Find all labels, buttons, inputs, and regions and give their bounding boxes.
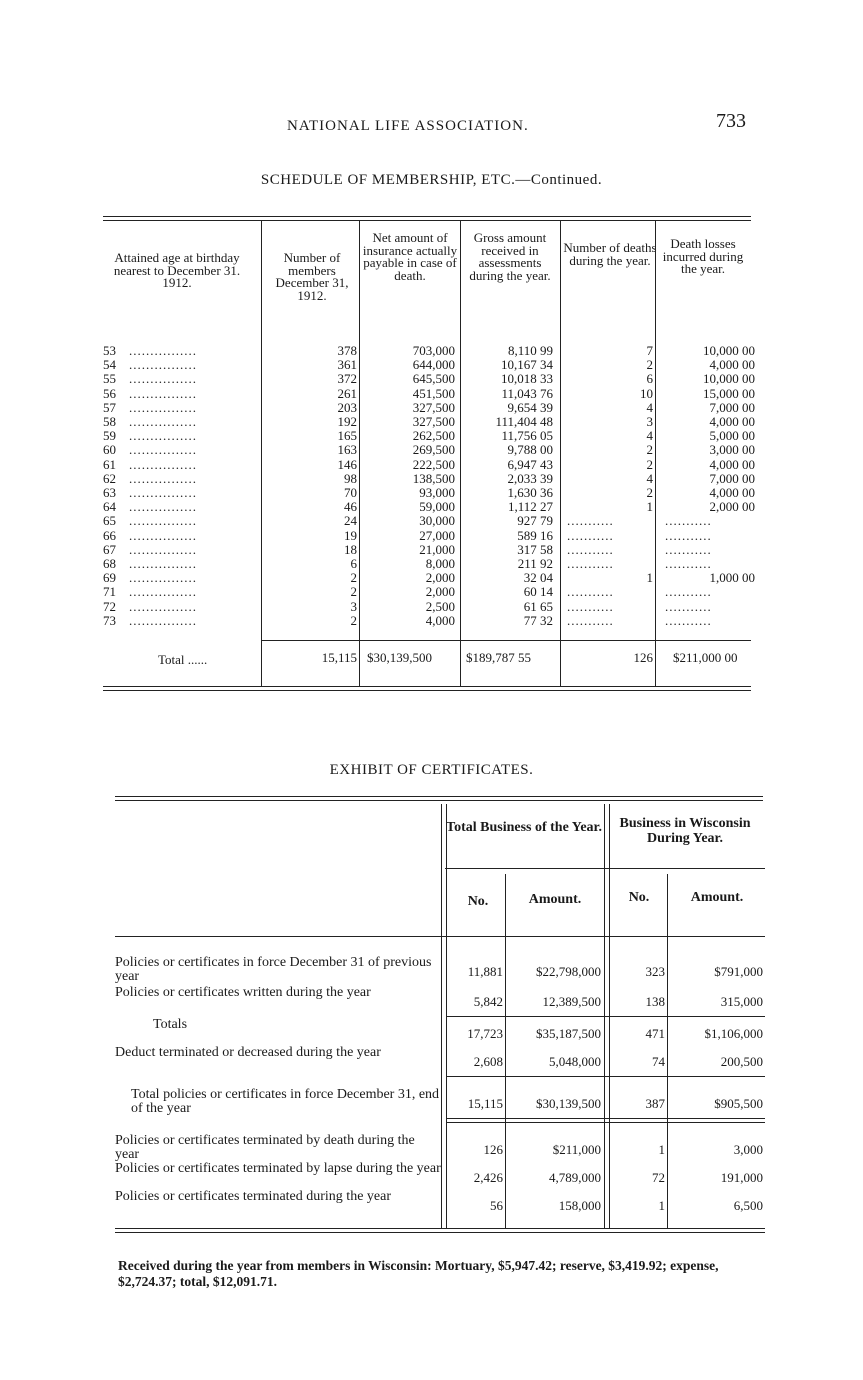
exhibit-subtotal-rule xyxy=(446,1016,765,1017)
leader-dots: ................ xyxy=(129,499,197,515)
exhibit-row-label: Totals xyxy=(153,1017,188,1032)
row-deaths: 7 xyxy=(646,343,653,358)
row-net-insurance: 2,500 xyxy=(425,598,455,614)
row-net-insurance: 4,000 xyxy=(425,612,455,628)
row-gross-received: 11,043 76 xyxy=(501,385,553,401)
row-gross-received: 1,630 36 xyxy=(507,485,553,500)
row-gross-received: 10,018 33 xyxy=(501,371,553,387)
row-members: 261 xyxy=(337,385,357,401)
row-losses: 1,000 00 xyxy=(709,570,755,586)
exhibit-row-amount: $211,000 xyxy=(552,1142,601,1157)
leader-dots: ................ xyxy=(129,343,197,358)
row-net-insurance: 644,000 xyxy=(412,357,455,373)
row-net-insurance: 138,500 xyxy=(412,470,455,486)
total-rule xyxy=(261,640,751,641)
col-header-gross-received: Gross amount received in assessments during the year. xyxy=(469,230,551,283)
empty-dots: ........... xyxy=(665,513,712,529)
row-net-insurance: 30,000 xyxy=(419,513,455,529)
row-age: 71 xyxy=(103,584,116,600)
row-net-insurance: 2,000 xyxy=(425,570,455,586)
exhibit-row-wno: 74 xyxy=(652,1054,665,1069)
row-net-insurance: 645,500 xyxy=(412,371,455,387)
row-gross-received: 1,112 27 xyxy=(507,499,553,515)
exhibit-row-amount: $35,187,500 xyxy=(536,1026,601,1041)
exhibit-row-amount: 12,389,500 xyxy=(542,994,601,1009)
empty-dots: ........... xyxy=(567,584,614,600)
exhibit-row-no: 2,426 xyxy=(473,1170,503,1185)
row-gross-received: 927 79 xyxy=(517,513,553,529)
exhibit-top-rule-2 xyxy=(115,800,763,801)
row-members: 2 xyxy=(350,570,357,586)
empty-dots: ........... xyxy=(567,513,614,529)
row-members: 24 xyxy=(344,513,357,529)
exhibit-top-rule xyxy=(115,796,763,797)
total-members: 15,115 xyxy=(321,650,357,665)
row-deaths: 4 xyxy=(646,470,653,486)
row-net-insurance: 93,000 xyxy=(419,485,455,500)
exhibit-row-label: Policies or certificates terminated by death during the year xyxy=(115,1133,415,1162)
row-deaths: 2 xyxy=(646,357,653,373)
row-net-insurance: 269,500 xyxy=(412,442,455,458)
leader-dots: ................ xyxy=(129,570,197,586)
leader-dots: ................ xyxy=(129,414,197,429)
row-deaths: 10 xyxy=(640,385,653,401)
row-age: 63 xyxy=(103,485,116,500)
row-gross-received: 8,110 99 xyxy=(507,343,553,358)
leader-dots: ................ xyxy=(129,357,197,373)
row-age: 62 xyxy=(103,470,116,486)
exhibit-row-no: 11,881 xyxy=(467,964,503,979)
row-members: 98 xyxy=(344,470,357,486)
exhibit-row-amount: 5,048,000 xyxy=(549,1054,601,1069)
row-members: 203 xyxy=(337,399,357,415)
exhibit-row-no: 15,115 xyxy=(467,1096,503,1111)
leader-dots: ................ xyxy=(129,584,197,600)
exhibit-row-amount: $30,139,500 xyxy=(536,1096,601,1111)
row-deaths: 3 xyxy=(646,414,653,429)
exhibit-col-wamount: Amount. xyxy=(690,890,744,905)
empty-dots: ........... xyxy=(567,556,614,571)
row-members: 3 xyxy=(350,598,357,614)
table-top-rule-2 xyxy=(103,220,751,221)
col-header-losses: Death losses incurred during the year. xyxy=(662,236,744,276)
exhibit-col-no: No. xyxy=(467,894,489,909)
row-gross-received: 111,404 48 xyxy=(495,414,553,429)
row-losses: 5,000 00 xyxy=(709,428,755,444)
exhibit-row-wno: 387 xyxy=(645,1096,665,1111)
row-losses: 7,000 00 xyxy=(709,470,755,486)
row-net-insurance: 703,000 xyxy=(412,343,455,358)
exhibit-divider-1 xyxy=(441,804,442,1228)
row-gross-received: 61 65 xyxy=(523,598,553,614)
row-net-insurance: 222,500 xyxy=(412,456,455,472)
exhibit-row-wamount: 3,000 xyxy=(733,1142,763,1157)
leader-dots: ................ xyxy=(129,513,197,529)
row-net-insurance: 2,000 xyxy=(425,584,455,600)
exhibit-row-wamount: $791,000 xyxy=(714,964,763,979)
row-losses: 4,000 00 xyxy=(709,357,755,373)
exhibit-row-label: Policies or certificates in force December 31 of previous year xyxy=(115,955,432,984)
leader-dots: ................ xyxy=(129,527,197,543)
leader-dots: ................ xyxy=(129,385,197,401)
exhibit-divider-4 xyxy=(667,874,668,1228)
row-gross-received: 32 04 xyxy=(523,570,553,586)
row-net-insurance: 262,500 xyxy=(412,428,455,444)
exhibit-row-no: 2,608 xyxy=(473,1054,503,1069)
row-gross-received: 589 16 xyxy=(517,527,553,543)
row-members: 378 xyxy=(337,343,357,358)
footnote: Received during the year from members in Wisconsin: Mortuary, $5,947.42; reserve, $3,419.92; expense, $2,724.37; total, $12,091.71. xyxy=(118,1258,719,1289)
exhibit-row-amount: 4,789,000 xyxy=(549,1170,601,1185)
row-members: 372 xyxy=(337,371,357,387)
row-age: 60 xyxy=(103,442,116,458)
leader-dots: ................ xyxy=(129,456,197,472)
row-losses: 4,000 00 xyxy=(709,414,755,429)
row-losses: 15,000 00 xyxy=(703,385,755,401)
empty-dots: ........... xyxy=(665,598,712,614)
exhibit-title: EXHIBIT OF CERTIFICATES. xyxy=(329,762,534,778)
row-losses: 10,000 00 xyxy=(703,343,755,358)
exhibit-group-wisconsin: Business in Wisconsin During Year. xyxy=(619,816,751,846)
exhibit-force-rule-3 xyxy=(446,1122,765,1123)
row-deaths: 2 xyxy=(646,456,653,472)
leader-dots: ................ xyxy=(129,485,197,500)
row-gross-received: 9,654 39 xyxy=(507,399,553,415)
exhibit-row-label: Policies or certificates terminated by lapse during the year xyxy=(115,1161,441,1176)
exhibit-row-wno: 1 xyxy=(658,1142,665,1157)
row-age: 69 xyxy=(103,570,116,586)
row-age: 59 xyxy=(103,428,116,444)
row-age: 56 xyxy=(103,385,116,401)
table-bottom-rule xyxy=(103,686,751,687)
exhibit-col-amount: Amount. xyxy=(528,892,582,907)
row-losses: 4,000 00 xyxy=(709,485,755,500)
row-members: 361 xyxy=(337,357,357,373)
leader-dots: ................ xyxy=(129,612,197,628)
empty-dots: ........... xyxy=(567,612,614,628)
row-age: 55 xyxy=(103,371,116,387)
col-divider-2 xyxy=(359,220,360,686)
exhibit-divider-2 xyxy=(505,874,506,1228)
row-members: 165 xyxy=(337,428,357,444)
exhibit-row-wamount: 6,500 xyxy=(733,1198,763,1213)
row-deaths: 2 xyxy=(646,442,653,458)
row-members: 19 xyxy=(344,527,357,543)
exhibit-force-rule xyxy=(446,1076,765,1077)
row-gross-received: 6,947 43 xyxy=(507,456,553,472)
exhibit-group-rule xyxy=(445,868,765,869)
page-header xyxy=(0,110,863,140)
row-members: 146 xyxy=(337,456,357,472)
row-net-insurance: 327,500 xyxy=(412,399,455,415)
empty-dots: ........... xyxy=(567,598,614,614)
total-deaths: 126 xyxy=(633,650,653,665)
running-title: NATIONAL LIFE ASSOCIATION. xyxy=(287,118,529,134)
col-header-age: Attained age at birthday nearest to December 31. 1912. xyxy=(113,250,241,290)
exhibit-row-label: Policies or certificates terminated during the year xyxy=(115,1189,392,1204)
row-net-insurance: 8,000 xyxy=(425,556,455,571)
exhibit-row-amount: 158,000 xyxy=(558,1198,601,1213)
exhibit-row-label: Policies or certificates written during the year xyxy=(115,985,371,1000)
row-members: 70 xyxy=(344,485,357,500)
row-age: 65 xyxy=(103,513,116,529)
row-losses: 3,000 00 xyxy=(709,442,755,458)
exhibit-row-wamount: $1,106,000 xyxy=(704,1026,763,1041)
row-age: 61 xyxy=(103,456,116,472)
schedule-title: SCHEDULE OF MEMBERSHIP, ETC.—Continued. xyxy=(260,172,603,188)
row-gross-received: 9,788 00 xyxy=(507,442,553,458)
exhibit-group-total: Total Business of the Year. xyxy=(446,820,602,835)
col-header-net-insurance: Net amount of insurance actually payable in case of death. xyxy=(362,230,458,283)
row-gross-received: 77 32 xyxy=(523,612,553,628)
row-age: 53 xyxy=(103,343,116,358)
row-members: 18 xyxy=(344,541,357,557)
row-losses: 7,000 00 xyxy=(709,399,755,415)
row-age: 68 xyxy=(103,556,116,571)
row-age: 73 xyxy=(103,612,116,628)
row-losses: 2,000 00 xyxy=(709,499,755,515)
row-deaths: 1 xyxy=(646,499,653,515)
exhibit-row-wno: 72 xyxy=(652,1170,665,1185)
row-deaths: 6 xyxy=(646,371,653,387)
row-gross-received: 211 92 xyxy=(517,556,553,571)
row-gross-received: 2,033 39 xyxy=(507,470,553,486)
col-header-members: Number of members December 31, 1912. xyxy=(275,250,349,303)
table-bottom-rule-2 xyxy=(103,690,751,691)
row-gross-received: 60 14 xyxy=(523,584,553,600)
row-members: 2 xyxy=(350,584,357,600)
row-losses: 4,000 00 xyxy=(709,456,755,472)
row-members: 163 xyxy=(337,442,357,458)
empty-dots: ........... xyxy=(567,541,614,557)
row-gross-received: 317 58 xyxy=(517,541,553,557)
leader-dots: ................ xyxy=(129,470,197,486)
row-net-insurance: 27,000 xyxy=(419,527,455,543)
exhibit-row-wno: 471 xyxy=(645,1026,665,1041)
leader-dots: ................ xyxy=(129,598,197,614)
leader-dots: ................ xyxy=(129,371,197,387)
total-losses: $211,000 00 xyxy=(673,650,738,665)
total-net-insurance: $30,139,500 xyxy=(367,650,432,665)
row-net-insurance: 451,500 xyxy=(412,385,455,401)
col-divider-1 xyxy=(261,220,262,686)
row-age: 66 xyxy=(103,527,116,543)
empty-dots: ........... xyxy=(665,612,712,628)
col-header-deaths: Number of deaths during the year. xyxy=(563,240,657,268)
exhibit-row-no: 5,842 xyxy=(473,994,503,1009)
row-members: 192 xyxy=(337,414,357,429)
exhibit-col-wno: No. xyxy=(628,890,650,905)
exhibit-row-wno: 1 xyxy=(658,1198,665,1213)
page-number: 733 xyxy=(716,110,746,132)
empty-dots: ........... xyxy=(665,556,712,571)
empty-dots: ........... xyxy=(665,527,712,543)
row-members: 6 xyxy=(350,556,357,571)
table-top-rule xyxy=(103,216,751,217)
row-age: 67 xyxy=(103,541,116,557)
exhibit-row-no: 126 xyxy=(483,1142,503,1157)
exhibit-row-wamount: $905,500 xyxy=(714,1096,763,1111)
total-gross-received: $189,787 55 xyxy=(466,650,531,665)
exhibit-bottom-rule xyxy=(115,1228,765,1229)
row-net-insurance: 327,500 xyxy=(412,414,455,429)
exhibit-row-wamount: 315,000 xyxy=(720,994,763,1009)
total-label: Total ...... xyxy=(158,652,208,667)
exhibit-force-rule-2 xyxy=(446,1118,765,1119)
leader-dots: ................ xyxy=(129,556,197,571)
exhibit-row-amount: $22,798,000 xyxy=(536,964,601,979)
exhibit-row-wno: 323 xyxy=(645,964,665,979)
col-divider-4 xyxy=(560,220,561,686)
row-losses: 10,000 00 xyxy=(703,371,755,387)
row-deaths: 4 xyxy=(646,399,653,415)
exhibit-row-label: Deduct terminated or decreased during the year xyxy=(115,1045,381,1060)
empty-dots: ........... xyxy=(567,527,614,543)
col-divider-5 xyxy=(655,220,656,686)
row-gross-received: 10,167 34 xyxy=(501,357,553,373)
row-members: 46 xyxy=(344,499,357,515)
empty-dots: ........... xyxy=(665,541,712,557)
empty-dots: ........... xyxy=(665,584,712,600)
exhibit-row-wno: 138 xyxy=(645,994,665,1009)
row-deaths: 2 xyxy=(646,485,653,500)
exhibit-bottom-rule-2 xyxy=(115,1232,765,1233)
row-age: 64 xyxy=(103,499,116,515)
leader-dots: ................ xyxy=(129,428,197,444)
exhibit-row-wamount: 191,000 xyxy=(720,1170,763,1185)
row-age: 58 xyxy=(103,414,116,429)
row-net-insurance: 59,000 xyxy=(419,499,455,515)
row-gross-received: 11,756 05 xyxy=(501,428,553,444)
leader-dots: ................ xyxy=(129,442,197,458)
row-age: 57 xyxy=(103,399,116,415)
row-members: 2 xyxy=(350,612,357,628)
row-age: 54 xyxy=(103,357,116,373)
leader-dots: ................ xyxy=(129,541,197,557)
exhibit-row-no: 56 xyxy=(490,1198,503,1213)
exhibit-row-label: Total policies or certificates in force December 31, end of the year xyxy=(131,1087,440,1116)
exhibit-row-no: 17,723 xyxy=(467,1026,503,1041)
leader-dots: ................ xyxy=(129,399,197,415)
row-age: 72 xyxy=(103,598,116,614)
row-deaths: 1 xyxy=(646,570,653,586)
exhibit-row-wamount: 200,500 xyxy=(720,1054,763,1069)
row-deaths: 4 xyxy=(646,428,653,444)
row-net-insurance: 21,000 xyxy=(419,541,455,557)
